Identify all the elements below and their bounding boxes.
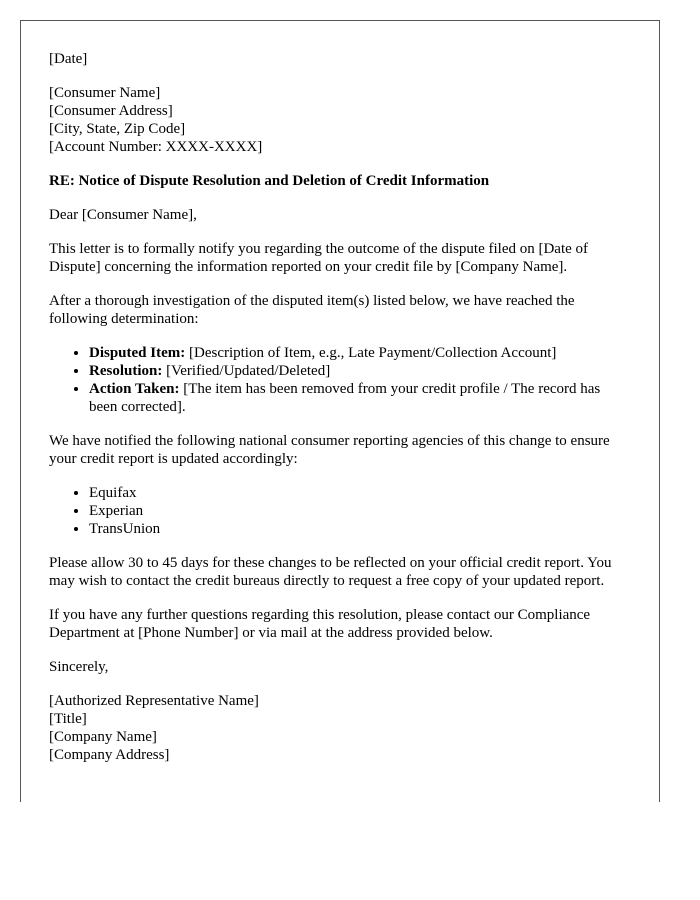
signature-title: [Title]: [49, 711, 87, 727]
signature-name: [Authorized Representative Name]: [49, 693, 259, 709]
letter-page: [20, 20, 660, 802]
paragraph-notification: This letter is to formally notify you regarding the outcome of the dispute filed on [Date of Dispute] concerning the information reported on your credit file by [Company Name].: [49, 241, 589, 275]
paragraph-contact: If you have any further questions regarding this resolution, please contact our Compliance Department at [Phone Number] or via mail at the address provided below.: [49, 607, 591, 641]
list-item-agency: • Equifax: [89, 484, 631, 502]
detail-value: [Description of Item, e.g., Late Payment/Collection Account]: [185, 345, 557, 361]
dispute-details-list: [49, 344, 631, 416]
agencies-list: [49, 484, 631, 538]
list-item-agency: • Experian: [89, 502, 631, 520]
letter-date: [Date]: [49, 51, 88, 67]
list-item-agency: • TransUnion: [89, 520, 631, 538]
detail-label: Disputed Item:: [89, 345, 186, 361]
recipient-account-number: [Account Number: XXXX-XXXX]: [49, 139, 263, 155]
list-item-resolution: [89, 362, 631, 380]
detail-label: Action Taken:: [89, 381, 180, 397]
signature-block: [49, 692, 631, 764]
recipient-name: [Consumer Name]: [49, 85, 161, 101]
letter-subject: RE: Notice of Dispute Resolution and Deletion of Credit Information: [49, 173, 490, 189]
recipient-block: [49, 84, 631, 156]
detail-value: [The item has been removed from your credit profile / The record has been corrected].: [89, 381, 601, 415]
recipient-address: [Consumer Address]: [49, 103, 173, 119]
detail-label: Resolution:: [89, 363, 163, 379]
paragraph-timeline: Please allow 30 to 45 days for these changes to be reflected on your official credit report. You may wish to contact the credit bureaus directly to request a free copy of your updated report.: [49, 555, 612, 589]
list-item-disputed-item: [89, 344, 631, 362]
paragraph-agencies-notified: We have notified the following national consumer reporting agencies of this change to ensure your credit report is updated accordingly:: [49, 433, 610, 467]
detail-value: [Verified/Updated/Deleted]: [162, 363, 331, 379]
list-item-action-taken: [89, 380, 631, 416]
letter-salutation: Dear [Consumer Name],: [49, 207, 197, 223]
recipient-city-state-zip: [City, State, Zip Code]: [49, 121, 186, 137]
signature-company-name: [Company Name]: [49, 729, 157, 745]
signature-company-address: [Company Address]: [49, 747, 170, 763]
paragraph-investigation: After a thorough investigation of the disputed item(s) listed below, we have reached the following determination:: [49, 293, 575, 327]
letter-closing: Sincerely,: [49, 659, 109, 675]
